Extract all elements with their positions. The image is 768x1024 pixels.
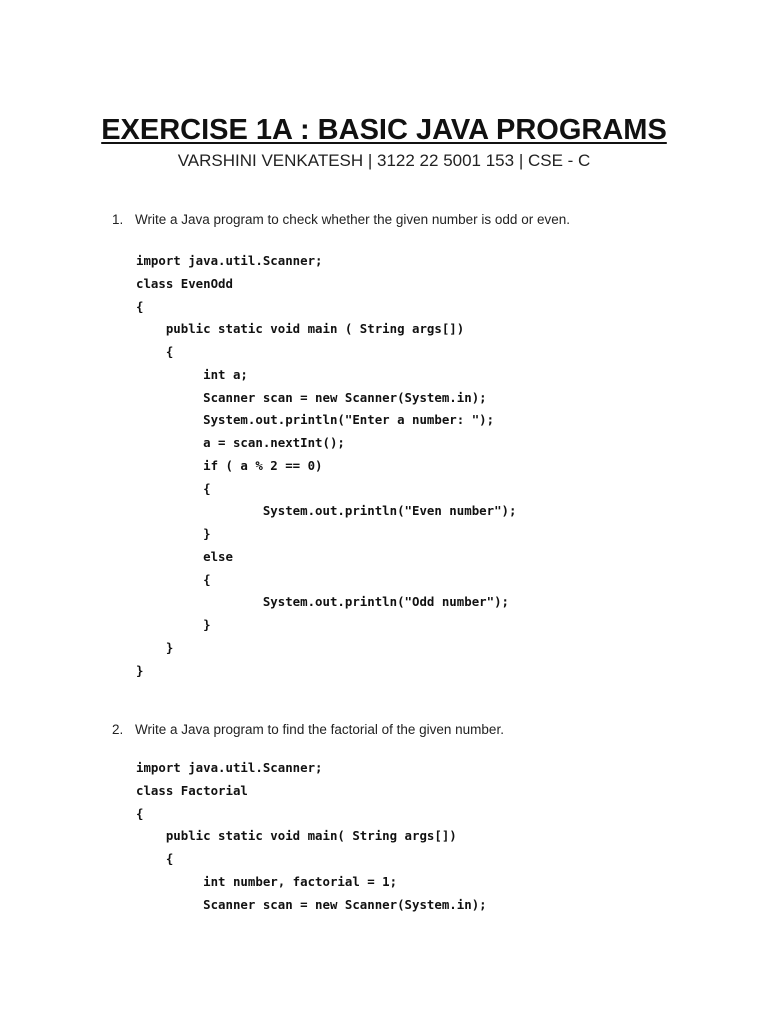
- document-subtitle: VARSHINI VENKATESH | 3122 22 5001 153 | CSE - C: [177, 151, 591, 170]
- code-line: else: [136, 548, 233, 564]
- question-1: [112, 211, 570, 229]
- code-line: int number, factorial = 1;: [136, 873, 398, 889]
- code-line: {: [136, 571, 211, 587]
- code-line: if ( a % 2 == 0): [136, 457, 323, 473]
- code-line: import java.util.Scanner;: [136, 760, 323, 775]
- document-title: EXERCISE 1A : BASIC JAVA PROGRAMS: [101, 114, 667, 146]
- question-2: [112, 721, 504, 739]
- code-line: {: [136, 480, 211, 496]
- code-line: import java.util.Scanner;: [136, 253, 323, 268]
- code-line: System.out.println("Odd number");: [136, 594, 509, 610]
- code-line: Scanner scan = new Scanner(System.in);: [136, 896, 487, 912]
- code-line: public static void main ( String args[]): [136, 321, 465, 337]
- code-line: }: [136, 639, 174, 655]
- question-number: 2.: [112, 722, 124, 737]
- question-number: 1.: [112, 212, 124, 227]
- code-line: {: [136, 805, 144, 821]
- question-text: Write a Java program to check whether the given number is odd or even.: [135, 212, 570, 227]
- question-text: Write a Java program to find the factorial of the given number.: [135, 722, 504, 737]
- code-block-1: [136, 250, 516, 682]
- code-line: }: [136, 662, 144, 678]
- code-line: int a;: [136, 366, 248, 382]
- code-line: }: [136, 526, 211, 541]
- code-line: {: [136, 298, 144, 314]
- code-line: class EvenOdd: [136, 275, 233, 291]
- code-line: {: [136, 851, 174, 866]
- code-line: Scanner scan = new Scanner(System.in);: [136, 389, 487, 405]
- code-line: System.out.println("Enter a number: ");: [136, 412, 495, 428]
- code-line: System.out.println("Even number");: [136, 503, 517, 519]
- code-line: a = scan.nextInt();: [136, 435, 345, 450]
- code-line: {: [136, 344, 174, 359]
- code-line: }: [136, 617, 211, 632]
- code-line: class Factorial: [136, 782, 248, 798]
- code-block-2: [136, 757, 487, 916]
- code-line: public static void main( String args[]): [136, 828, 457, 844]
